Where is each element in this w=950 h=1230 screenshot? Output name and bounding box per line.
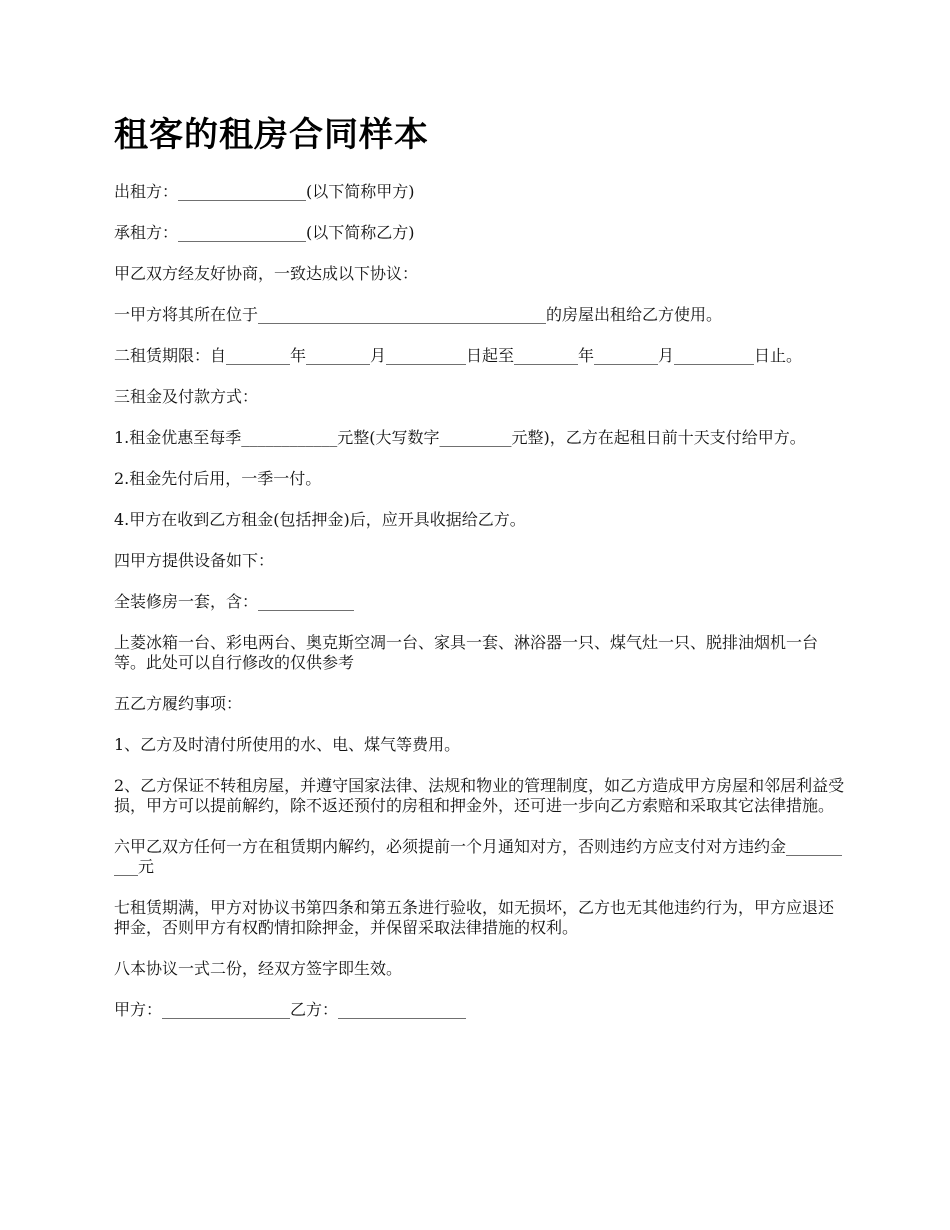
lessor-line: 出租方：________________(以下简称甲方): [114, 182, 415, 201]
clause-3-item-4: 4.甲方在收到乙方租金(包括押金)后，应开具收据给乙方。: [114, 510, 526, 529]
clause-7-inspection: 七租赁期满，甲方对协议书第四条和第五条进行验收，如无损坏，乙方也无其他违约行为，甲方应退还押金，否则甲方有权酌情扣除押金，并保留采取法律措施的权利。: [114, 898, 835, 937]
document-page: [114, 112, 849, 1041]
clause-6-termination: 六甲乙双方任何一方在租赁期内解约，必须提前一个月通知对方，否则违约方应支付对方违约金__________元: [114, 837, 843, 876]
clause-2-lease-term: 二租赁期限：自________年________月__________日起至________年________月__________日止。: [114, 346, 803, 365]
document-body: [114, 182, 849, 1020]
agreement-intro: 甲乙双方经友好协商，一致达成以下协议：: [114, 264, 419, 283]
clause-5-item-2: 2、乙方保证不转租房屋，并遵守国家法律、法规和物业的管理制度，如乙方造成甲方房屋和邻居利益受损，甲方可以提前解约，除不返还预付的房租和押金外，还可进一步向乙方索赔和采取其它法律措施。: [114, 776, 845, 815]
signature-line: 甲方：________________乙方：________________: [114, 1000, 467, 1019]
clause-4-furnished: 全装修房一套，含：____________: [114, 592, 355, 611]
clause-5-item-1: 1、乙方及时清付所使用的水、电、煤气等费用。: [114, 735, 461, 754]
document-title: 租客的租房合同样本: [114, 115, 429, 155]
clause-4-heading: 四甲方提供设备如下：: [114, 551, 275, 570]
clause-3-item-2: 2.租金先付后用，一季一付。: [114, 469, 322, 488]
clause-3-item-1: 1.租金优惠至每季____________元整(大写数字_________元整)，乙方在起租日前十天支付给甲方。: [114, 428, 806, 447]
clause-8-copies: 八本协议一式二份，经双方签字即生效。: [114, 959, 403, 978]
clause-1-property-location: 一甲方将其所在位于____________________________________的房屋出租给乙方使用。: [114, 305, 723, 324]
clause-5-heading: 五乙方履约事项：: [114, 694, 243, 713]
lessee-line: 承租方：________________(以下简称乙方): [114, 223, 415, 242]
clause-3-heading: 三租金及付款方式：: [114, 387, 259, 406]
clause-4-equipment-list: 上菱冰箱一台、彩电两台、奥克斯空凋一台、家具一套、淋浴器一只、煤气灶一只、脱排油烟机一台等。此处可以自行修改的仅供参考: [114, 633, 819, 672]
